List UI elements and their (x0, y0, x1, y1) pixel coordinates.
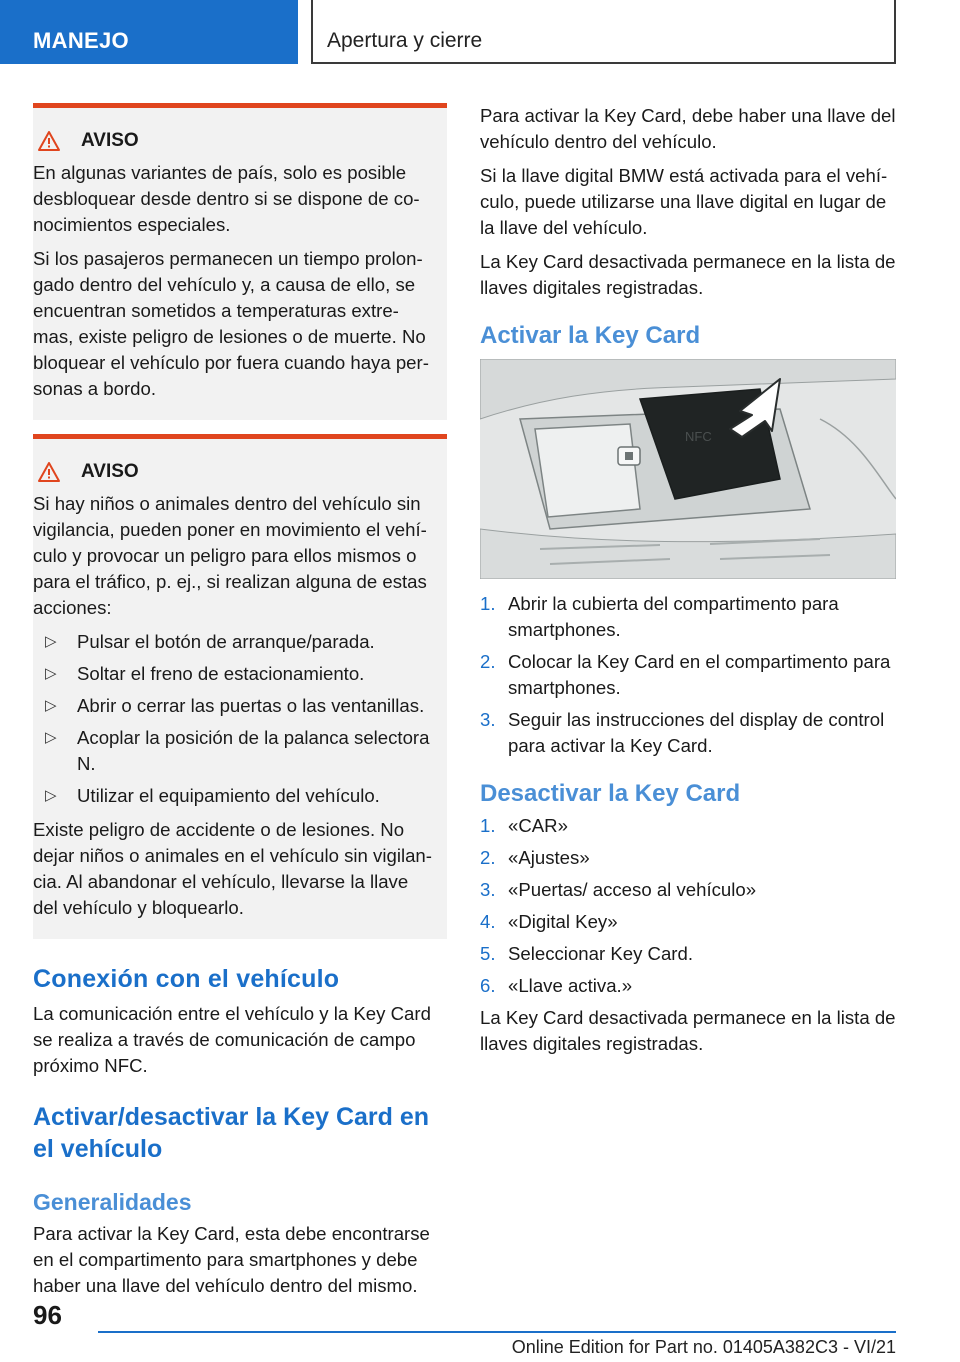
list-item: 3. Seguir las instrucciones del display de control para activar la Key Card. (480, 709, 885, 756)
list-item: ▷ Utilizar el equipamiento del vehículo. (33, 783, 435, 809)
list-item: 3. «Puertas/ acceso al vehículo» (480, 879, 757, 900)
warning-triangle-icon (37, 130, 61, 152)
list-item: ▷ Pulsar el botón de arranque/parada. (33, 629, 435, 655)
warning-action-list (33, 629, 435, 809)
warning-box-1 (33, 103, 447, 420)
desactivar-steps (480, 813, 896, 999)
list-item: ▷ Abrir o cerrar las puertas o las ventanillas. (33, 693, 435, 719)
warning-title: AVISO (33, 130, 435, 152)
chapter-tab (311, 0, 896, 64)
list-item: 2. «Ajustes» (480, 847, 590, 868)
warning-intro: Si hay niños o animales dentro del vehículo sin vigilancia, pueden poner en movimiento el vehí-culo y provocar un peligro para ellos mismos o para el tráfico, p. ej., si realizan alguna de estas acciones: (33, 493, 427, 618)
right-column (480, 103, 896, 1065)
list-item: 1. «CAR» (480, 815, 568, 836)
chapter-title: Apertura y cierre (327, 29, 483, 52)
conexion-text: La comunicación entre el vehículo y la Key Card se realiza a través de comunicación de campo próximo NFC. (33, 1003, 431, 1076)
triangle-bullet-icon: ▷ (45, 787, 57, 804)
warning-title: AVISO (33, 461, 435, 483)
generalidades-text: Para activar la Key Card, esta debe encontrarse en el compartimento para smartphones y debe haber una llave del vehículo dentro del mismo. (33, 1223, 430, 1296)
triangle-bullet-icon: ▷ (45, 697, 57, 714)
nfc-label: NFC (685, 429, 712, 444)
warning-paragraph: Si los pasajeros permanecen un tiempo prolon-gado dentro del vehículo y, a causa de ello, se encuentran sometidos a temperaturas extre-mas, existe peligro de lesiones o de muerte. No bloquear el vehículo por fuera cuando haya per-sonas a bordo. (33, 248, 429, 399)
paragraph: Para activar la Key Card, debe haber una llave del vehículo dentro del vehículo. (480, 105, 896, 152)
list-item: 6. «Llave activa.» (480, 975, 633, 996)
section-title: MANEJO (33, 28, 129, 53)
list-item: 2. Colocar la Key Card en el compartimento para smartphones. (480, 651, 891, 698)
smartphone-compartment-illustration (480, 359, 896, 579)
warning-outro: Existe peligro de accidente o de lesiones. No dejar niños o animales en el vehículo sin vigilan-cia. Al abandonar el vehículo, llevarse la llave del vehículo y bloquearlo. (33, 819, 432, 918)
heading-activar-desactivar: Activar/desactivar la Key Card en el vehículo (33, 1103, 430, 1163)
list-item: 1. Abrir la cubierta del compartimento para smartphones. (480, 593, 839, 640)
left-column (33, 103, 447, 1307)
list-item: 4. «Digital Key» (480, 911, 618, 932)
edition-note: Online Edition for Part no. 01405A382C3 - VI/21 (511, 1337, 896, 1357)
triangle-bullet-icon: ▷ (45, 729, 57, 746)
warning-triangle-icon (37, 461, 61, 483)
triangle-bullet-icon: ▷ (45, 665, 57, 682)
list-item: 5. Seleccionar Key Card. (480, 943, 693, 964)
heading-generalidades: Generalidades (33, 1189, 192, 1215)
activar-steps (480, 591, 896, 759)
heading-conexion: Conexión con el vehículo (33, 965, 340, 993)
heading-activar: Activar la Key Card (480, 322, 701, 349)
list-item: ▷ Acoplar la posición de la palanca selectora N. (33, 725, 435, 777)
paragraph: Si la llave digital BMW está activada para el vehí-culo, puede utilizarse una llave digital en lugar de la llave del vehículo. (480, 165, 888, 238)
list-item: ▷ Soltar el freno de estacionamiento. (33, 661, 435, 687)
warning-paragraph: En algunas variantes de país, solo es posible desbloquear desde dentro si se dispone de co-nocimientos especiales. (33, 162, 420, 235)
desactivar-note: La Key Card desactivada permanece en la lista de llaves digitales registradas. (480, 1007, 896, 1054)
paragraph: La Key Card desactivada permanece en la lista de llaves digitales registradas. (480, 251, 896, 298)
page-number: 96 (33, 1300, 62, 1330)
triangle-bullet-icon: ▷ (45, 633, 57, 650)
warning-box-2 (33, 434, 447, 939)
section-tab (0, 0, 298, 64)
heading-desactivar: Desactivar la Key Card (480, 780, 741, 807)
footer-divider (98, 1331, 896, 1333)
